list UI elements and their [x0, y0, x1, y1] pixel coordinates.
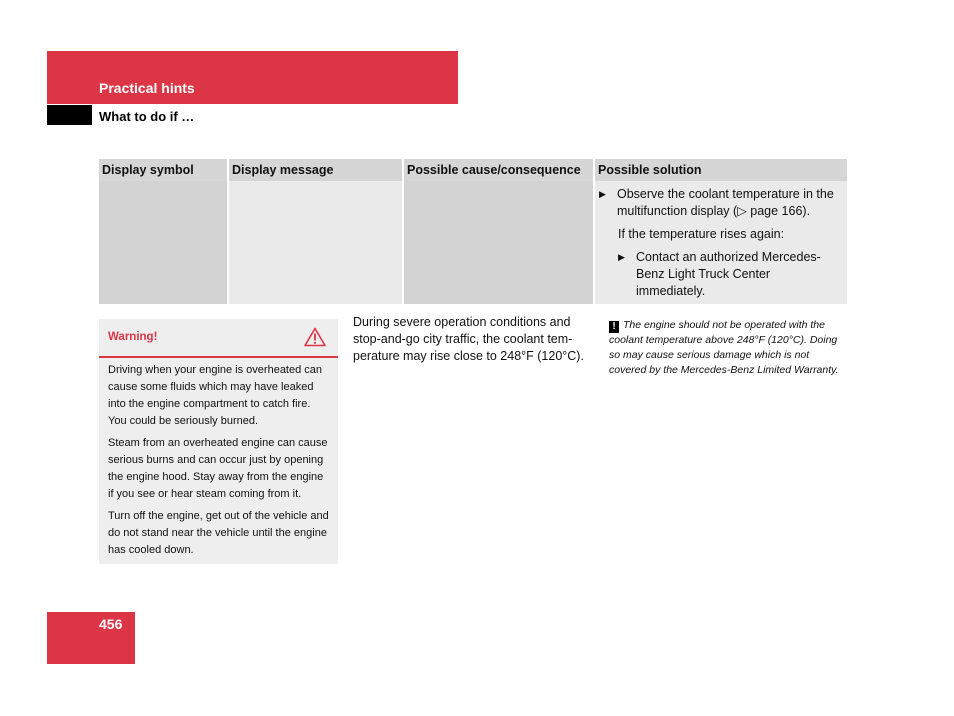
solution-cell — [594, 181, 847, 304]
warning-body — [99, 358, 338, 559]
note-text: The engine should not be operated with the coolant temperature above 248°F (120°C). Doing so may cause serious damage which is not covered by the Mercedes-Benz Limited Warranty. — [609, 319, 839, 376]
column-header-display-message: Display message — [228, 159, 403, 181]
warning-triangle-icon — [304, 327, 326, 347]
header-band — [47, 51, 458, 104]
solution-step — [618, 249, 841, 300]
body-paragraph: During severe operation conditions and stop-and-go city traffic, the coolant tem-perature may rise close to 248°F (120°C). — [353, 315, 584, 363]
cause-cell — [403, 181, 594, 304]
solution-condition: If the temperature rises again: — [618, 227, 785, 241]
section-title: Practical hints — [99, 80, 195, 96]
solution-step — [599, 186, 841, 220]
warning-paragraph: Driving when your engine is overheated can cause some fluids which may have leaked into the engine compartment to catch fire. You could be seriously burned. — [108, 364, 323, 427]
warning-box — [99, 319, 338, 564]
warning-paragraph: Steam from an overheated engine can cause serious burns and can occur just by opening the engine hood. Stay away from the engine if you see or hear steam coming from it. — [108, 437, 328, 500]
section-tab-marker — [47, 105, 92, 125]
bullet-arrow-icon: ▶ — [599, 189, 606, 199]
table-row — [99, 181, 847, 304]
warning-title: Warning! — [108, 331, 158, 343]
display-message-cell — [228, 181, 403, 304]
column-header-solution: Possible solution — [594, 159, 847, 181]
solution-step-text: Contact an authorized Mercedes-Benz Light Truck Center immediately. — [636, 250, 821, 298]
page-subtitle: What to do if … — [99, 109, 195, 124]
exclamation-icon: ! — [609, 321, 619, 333]
column-header-display-symbol: Display symbol — [99, 159, 228, 181]
column-header-cause: Possible cause/consequence — [403, 159, 594, 181]
warning-paragraph: Turn off the engine, get out of the vehicle and do not stand near the vehicle until the engine has cooled down. — [108, 510, 329, 556]
warning-header — [99, 319, 338, 358]
bullet-arrow-icon: ▶ — [618, 252, 625, 262]
page-number: 456 — [99, 616, 123, 632]
table-header-row — [99, 159, 847, 181]
display-symbol-cell — [99, 181, 228, 304]
solution-step-text: Observe the coolant temperature in the multifunction display (▷ page 166). — [617, 187, 834, 218]
note-box — [609, 318, 849, 378]
display-message-table — [99, 159, 847, 304]
